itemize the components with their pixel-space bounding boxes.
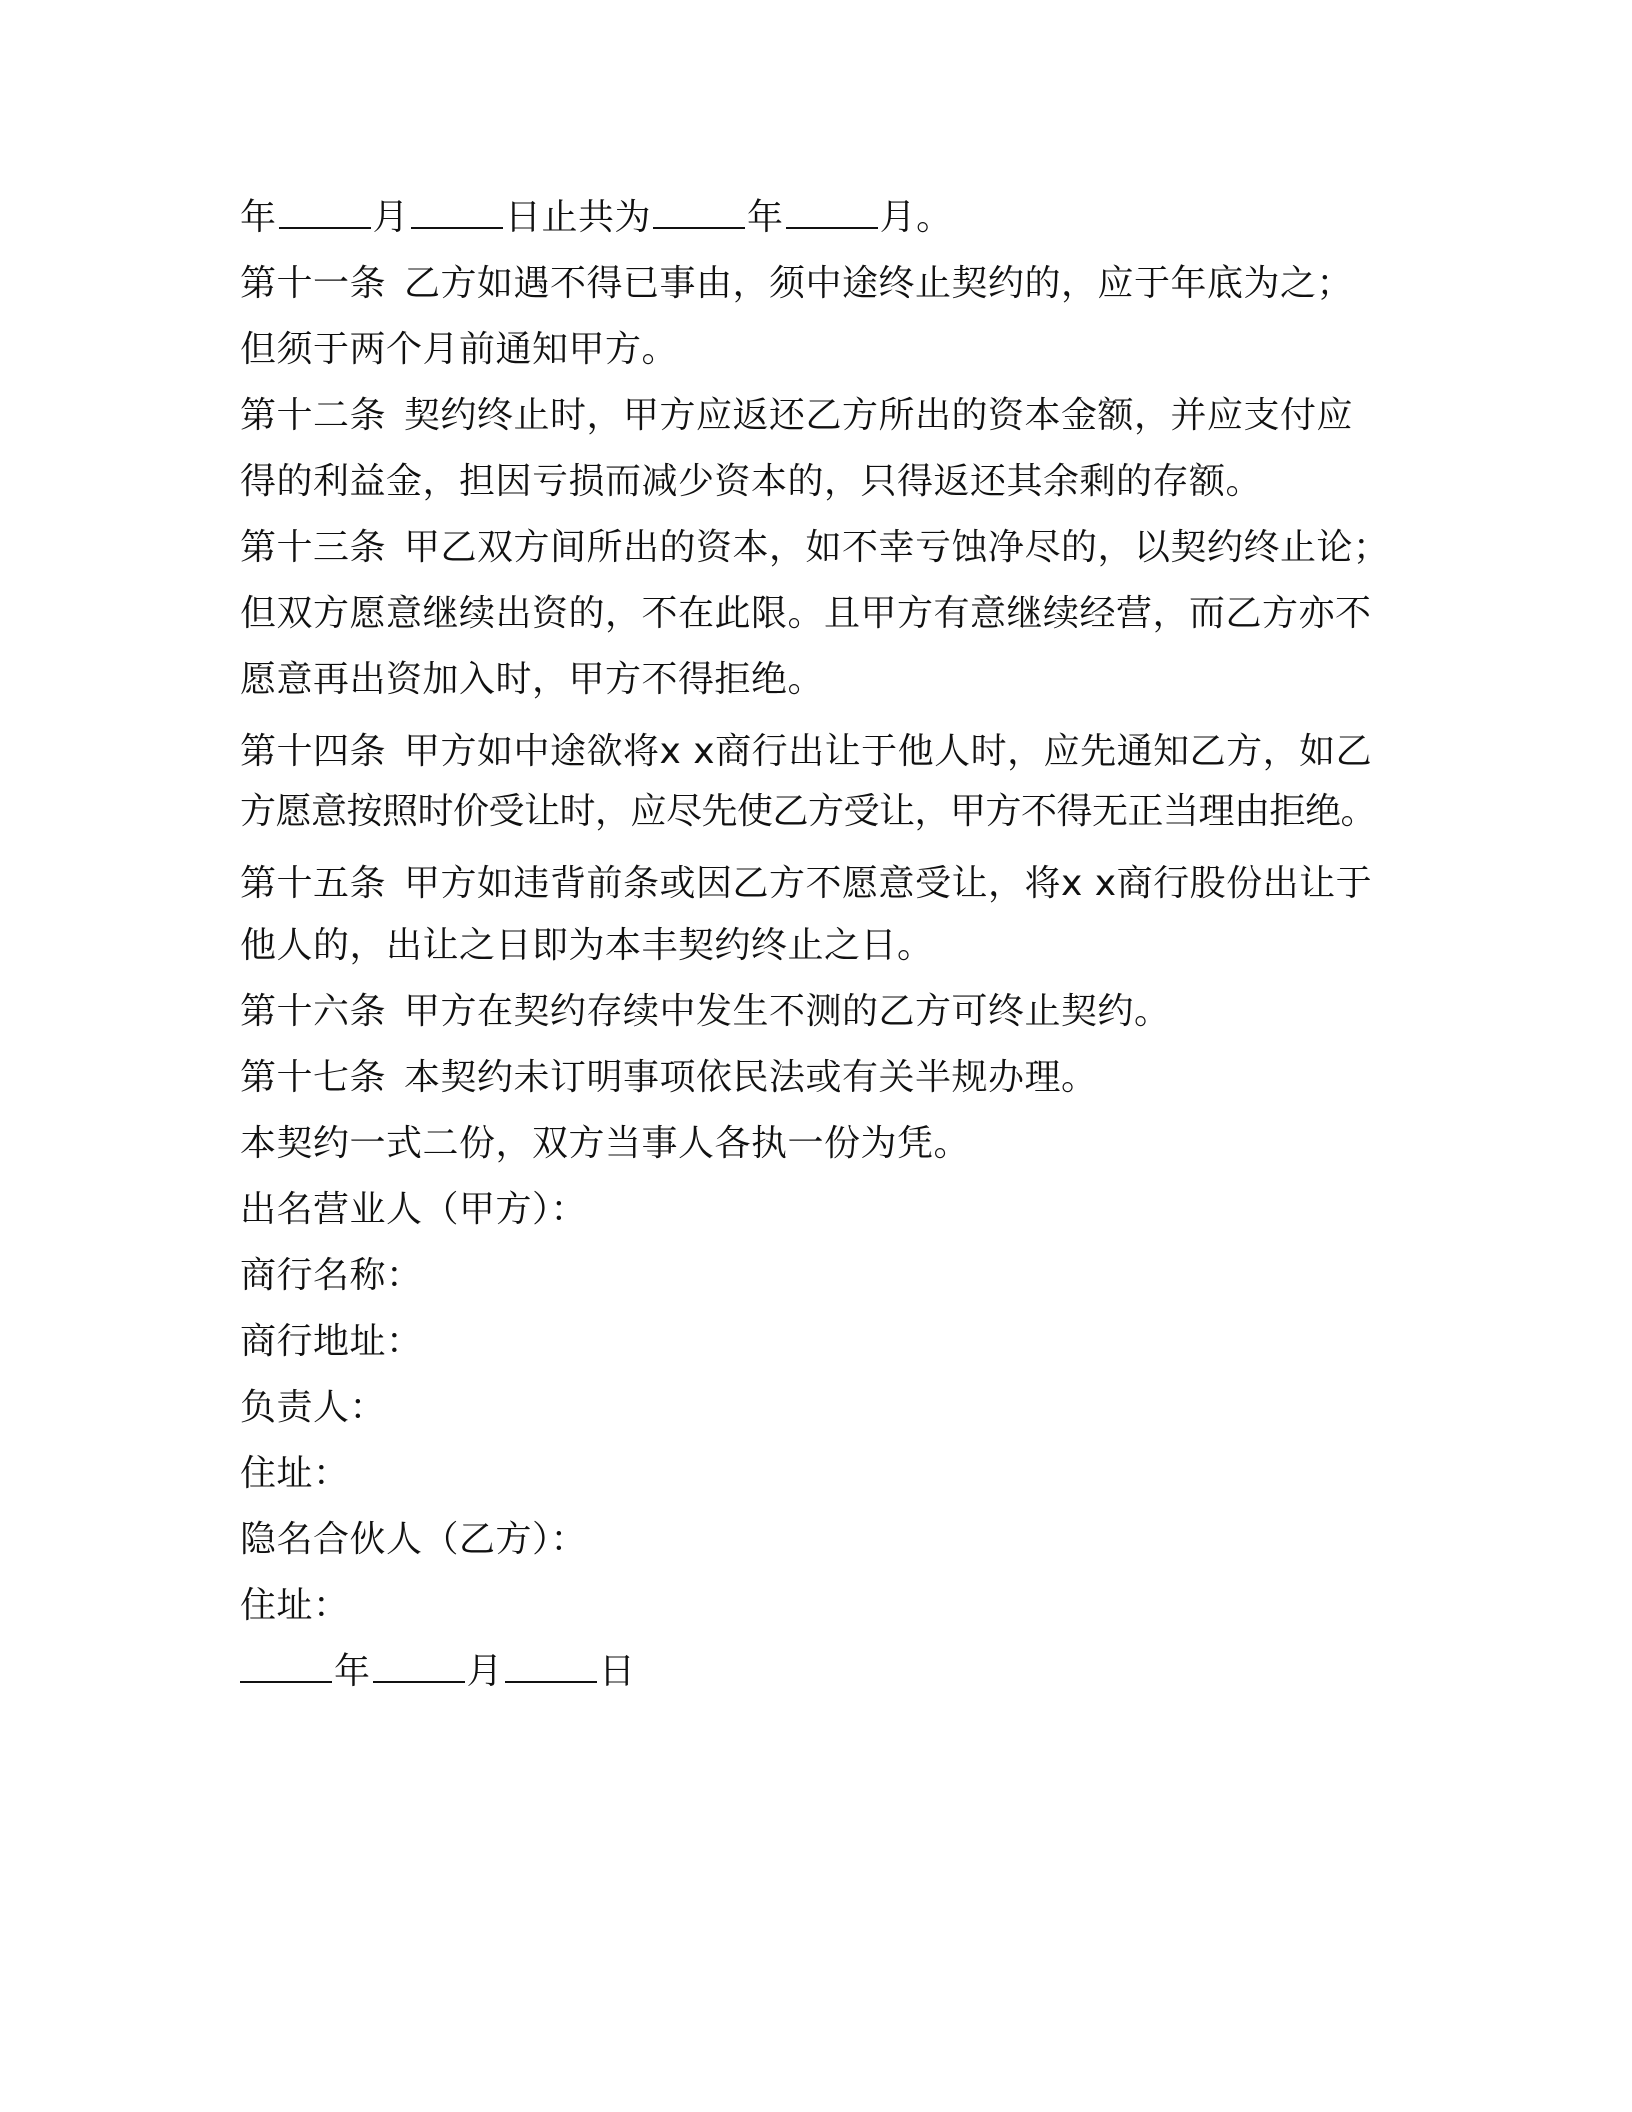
article-14-line-1 bbox=[240, 730, 1400, 774]
article-13-line-1 bbox=[240, 526, 1400, 570]
blank-field bbox=[505, 1651, 597, 1683]
text-month-end: 月。 bbox=[879, 197, 953, 238]
article-16-line-1 bbox=[240, 990, 1400, 1034]
article-text: 但双方愿意继续出资的，不在此限。且甲方有意继续经营，而乙方亦不 bbox=[240, 593, 1372, 634]
article-label: 第十六条 bbox=[240, 991, 387, 1032]
article-text: 方愿意按照时价受让时，应尽先使乙方受让，甲方不得无正当理由拒绝。 bbox=[240, 791, 1377, 832]
article-text: 得的利益金，担因亏损而减少资本的，只得返还其余剩的存额。 bbox=[240, 461, 1263, 502]
article-text: 甲方在契约存续中发生不测的乙方可终止契约。 bbox=[404, 991, 1171, 1032]
signature-address-b: 住址： bbox=[240, 1585, 350, 1626]
text-year: 年 bbox=[240, 197, 277, 238]
article-12-line-1 bbox=[240, 394, 1400, 438]
article-label: 第十七条 bbox=[240, 1057, 387, 1098]
article-label: 第十五条 bbox=[240, 863, 387, 904]
article-text: 甲方如中途欲将x x商行出让于他人时，应先通知乙方，如乙 bbox=[404, 731, 1373, 772]
article-text: 契约终止时，甲方应返还乙方所出的资本金额，并应支付应 bbox=[404, 395, 1354, 436]
article-text: 本契约未订明事项依民法或有关半规办理。 bbox=[404, 1057, 1098, 1098]
blank-field bbox=[786, 197, 878, 229]
blank-field bbox=[279, 197, 371, 229]
article-text: 愿意再出资加入时，甲方不得拒绝。 bbox=[240, 659, 825, 700]
term-period-line bbox=[240, 196, 1400, 240]
text-day-total: 日止共为 bbox=[505, 197, 652, 238]
signature-party-a: 出名营业人（甲方）： bbox=[240, 1189, 588, 1230]
blank-field bbox=[411, 197, 503, 229]
signature-firm-address: 商行地址： bbox=[240, 1321, 423, 1362]
date-day: 日 bbox=[599, 1651, 636, 1692]
article-15-line-2 bbox=[240, 924, 1400, 968]
article-label: 第十一条 bbox=[240, 263, 387, 304]
article-11-line-2 bbox=[240, 328, 1400, 372]
date-month: 月 bbox=[466, 1651, 504, 1692]
article-13-line-2 bbox=[240, 592, 1400, 636]
article-text: 但须于两个月前通知甲方。 bbox=[240, 329, 679, 370]
blank-field bbox=[653, 197, 745, 229]
article-11-line-1 bbox=[240, 262, 1400, 306]
signature-person-in-charge: 负责人： bbox=[240, 1387, 387, 1428]
article-text: 甲方如违背前条或因乙方不愿意受让，将x x商行股份出让于 bbox=[404, 863, 1373, 904]
signature-address-a: 住址： bbox=[240, 1453, 350, 1494]
article-13-line-3 bbox=[240, 658, 1400, 702]
article-text: 他人的，出让之日即为本丰契约终止之日。 bbox=[240, 925, 934, 966]
article-label: 第十三条 bbox=[240, 527, 387, 568]
article-15-line-1 bbox=[240, 862, 1400, 906]
article-text: 甲乙双方间所出的资本，如不幸亏蚀净尽的，以契约终止论； bbox=[404, 527, 1390, 568]
article-label: 第十二条 bbox=[240, 395, 387, 436]
article-14-line-2 bbox=[240, 790, 1400, 834]
blank-field bbox=[240, 1651, 332, 1683]
text-year: 年 bbox=[747, 197, 784, 238]
date-year: 年 bbox=[334, 1651, 371, 1692]
blank-field bbox=[373, 1651, 465, 1683]
closing-statement: 本契约一式二份，双方当事人各执一份为凭。 bbox=[240, 1123, 971, 1164]
text-month: 月 bbox=[372, 197, 410, 238]
article-17-line-1 bbox=[240, 1056, 1400, 1100]
signature-party-b: 隐名合伙人（乙方）： bbox=[240, 1519, 588, 1560]
article-label: 第十四条 bbox=[240, 731, 387, 772]
signature-firm-name: 商行名称： bbox=[240, 1255, 423, 1296]
date-line bbox=[240, 1650, 1400, 1694]
article-12-line-2 bbox=[240, 460, 1400, 504]
article-text: 乙方如遇不得已事由，须中途终止契约的，应于年底为之； bbox=[404, 263, 1354, 304]
